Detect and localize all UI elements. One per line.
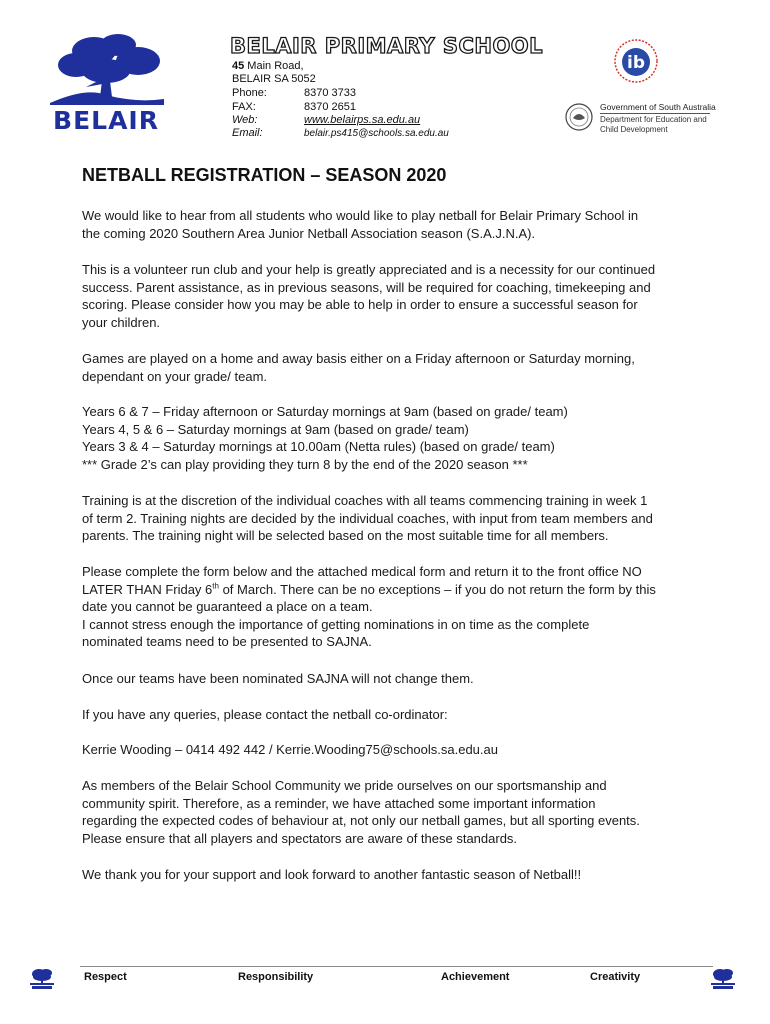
deadline-paragraph: Please complete the form below and the attached medical form and return it to the front office NO LATER THAN Friday 6th of March. There can be no exceptions – if you do not return the form by this date you cannot be guaranteed a place on a team. I cannot stress enough the importance of getting nominations in on time as the complete nominated teams need to be presented to SAJNA.: [82, 564, 656, 649]
ib-logo-text: ib: [627, 53, 645, 73]
intro-paragraph: We would like to hear from all students who would like to play netball for Belair Primary School in the coming 2020 Southern Area Junior Netball Association season (S.A.J.N.A).: [82, 208, 639, 241]
logo-text: BELAIR: [53, 106, 159, 133]
schedule-note: *** Grade 2’s can play providing they turn 8 by the end of the 2020 season ***: [82, 456, 528, 472]
web-link[interactable]: www.belairps.sa.edu.au: [304, 114, 421, 126]
page-title: NETBALL REGISTRATION – SEASON 2020: [82, 165, 447, 185]
schedule-item: Years 4, 5 & 6 – Saturday mornings at 9am (based on grade/ team): [82, 421, 469, 437]
footer-tree-icon: [710, 968, 736, 990]
belair-tree-logo: [46, 33, 166, 133]
nomination-note: Once our teams have been nominated SAJNA will not change them.: [82, 671, 474, 686]
queries-paragraph: If you have any queries, please contact the netball co-ordinator:: [82, 707, 448, 722]
footer-divider: [80, 966, 713, 967]
footer-value-respect: Respect: [84, 971, 127, 983]
footer-value-creativity: Creativity: [590, 971, 641, 983]
phone-row: Phone: 8370 3733: [232, 87, 356, 99]
email-row: Email: belair.ps415@schools.sa.edu.au: [232, 127, 449, 139]
sa-government-crest: [564, 102, 594, 132]
thanks-paragraph: We thank you for your support and look forward to another fantastic season of Netball!!: [82, 867, 582, 882]
schedule-item: Years 6 & 7 – Friday afternoon or Saturday mornings at 9am (based on grade/ team): [82, 404, 568, 419]
volunteer-paragraph: This is a volunteer run club and your help is greatly appreciated and is a necessity for our continued success. Parent assistance, as in previous seasons, will be required for coaching, timekeeping and scoring. Please consider how you may be able to help in order to ensure a successful season for your children.: [82, 262, 656, 330]
footer-tree-icon: [29, 968, 55, 990]
footer-value-achievement: Achievement: [441, 971, 510, 983]
address-line-2: BELAIR SA 5052: [232, 73, 316, 85]
fax-row: FAX: 8370 2651: [232, 101, 356, 113]
email-link[interactable]: belair.ps415@schools.sa.edu.au: [304, 128, 449, 139]
training-paragraph: Training is at the discretion of the individual coaches with all teams commencing training in week 1 of term 2. Training nights are decided by the individual coaches, with input from team members and parents. The training night will be selected based on the most suitable time for all members.: [82, 493, 653, 543]
games-paragraph: Games are played on a home and away basis either on a Friday afternoon or Saturday morning, dependant on your grade/ team.: [82, 351, 635, 384]
government-text: Government of South Australia Department for Education and Child Development: [600, 102, 716, 134]
coordinator-contact: Kerrie Wooding – 0414 492 442 / Kerrie.Wooding75@schools.sa.edu.au: [82, 742, 498, 757]
school-name: BELAIR PRIMARY SCHOOL: [230, 34, 544, 58]
schedule-item: Years 3 & 4 – Saturday mornings at 10.00am (Netta rules) (based on grade/ team): [82, 439, 555, 454]
web-row: Web: www.belairps.sa.edu.au: [232, 114, 421, 126]
footer-value-responsibility: Responsibility: [238, 971, 314, 983]
government-divider: [600, 113, 710, 114]
behaviour-paragraph: As members of the Belair School Community we pride ourselves on our sportsmanship and community spirit. Therefore, as a reminder, we have attached some important information regarding the expected codes of behaviour at, not only our netball games, but all sporting events. Please ensure that all players and spectators are aware of these standards.: [82, 778, 640, 846]
schedule-list: [82, 403, 722, 473]
ib-logo: [612, 38, 660, 84]
address-line-1: 45 Main Road,: [232, 60, 304, 72]
